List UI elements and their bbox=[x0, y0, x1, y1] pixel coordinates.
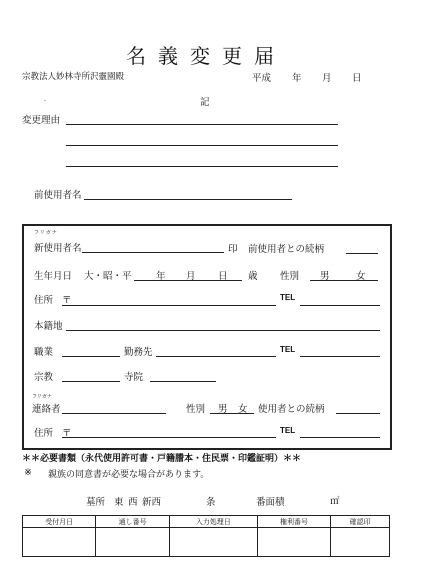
change-reason-label: 変更理由 bbox=[22, 115, 61, 126]
occupation-label: 職業 bbox=[34, 347, 54, 358]
date-day-label: 日 bbox=[352, 73, 362, 84]
guarantor-female-option[interactable]: 女 bbox=[238, 404, 248, 415]
birth-era-options[interactable]: 大・昭・平 bbox=[84, 271, 132, 282]
form-title: 名義変更届 bbox=[126, 44, 286, 68]
workplace-label: 勤務先 bbox=[124, 347, 153, 358]
guarantor-postal-mark: 〒 bbox=[62, 428, 72, 439]
gender-underline bbox=[310, 280, 378, 281]
guarantor-address-label: 住所 bbox=[34, 428, 54, 439]
occupation-field[interactable] bbox=[62, 356, 120, 357]
office-header-input-date: 入力処理日 bbox=[169, 516, 257, 528]
temple-field[interactable] bbox=[150, 381, 216, 382]
new-user-box bbox=[22, 224, 392, 450]
guarantor-tel-field[interactable] bbox=[300, 437, 380, 438]
grave-east: 東 bbox=[114, 497, 124, 508]
workplace-field[interactable] bbox=[156, 356, 276, 357]
religion-label: 宗教 bbox=[34, 372, 54, 383]
change-reason-line-3[interactable] bbox=[66, 166, 338, 167]
required-documents: ＊＊必要書類（永代使用許可書・戸籍謄本・住民票・印鑑証明）＊＊ bbox=[22, 454, 302, 464]
birth-month-label: 月 bbox=[186, 271, 196, 282]
office-table bbox=[22, 515, 390, 557]
grave-unit: ㎡ bbox=[330, 496, 340, 507]
change-reason-line-1[interactable] bbox=[66, 124, 338, 125]
prev-user-field[interactable] bbox=[84, 199, 292, 200]
address-field[interactable] bbox=[62, 305, 276, 306]
record-mark: 記 bbox=[200, 97, 210, 108]
relation-field[interactable] bbox=[346, 253, 378, 254]
birth-day-label: 日 bbox=[218, 271, 228, 282]
guarantor-name-field[interactable] bbox=[62, 413, 166, 414]
guarantor-relation-label: 使用者との続柄 bbox=[258, 404, 325, 415]
guarantor-label: 連絡者 bbox=[32, 404, 61, 415]
office-header-reception-date: 受付月日 bbox=[23, 516, 96, 528]
birth-date-field[interactable] bbox=[134, 280, 242, 281]
office-cell-serial-number[interactable] bbox=[96, 528, 169, 557]
note-mark: ※ bbox=[24, 467, 32, 478]
tel-field[interactable] bbox=[300, 305, 380, 306]
prev-user-label: 前使用者名 bbox=[34, 190, 82, 201]
date-era: 平成 bbox=[252, 73, 272, 84]
guarantor-gender-label: 性別 bbox=[186, 404, 206, 415]
grave-area: 番面積 bbox=[256, 497, 285, 508]
temple-label: 寺院 bbox=[124, 372, 144, 383]
guarantor-tel-label: TEL bbox=[280, 426, 296, 435]
religion-field[interactable] bbox=[62, 381, 120, 382]
gender-label: 性別 bbox=[280, 271, 300, 282]
honseki-label: 本籍地 bbox=[34, 321, 63, 332]
birth-year-label: 年 bbox=[156, 271, 166, 282]
tel-label: TEL bbox=[280, 293, 296, 302]
grave-row: 条 bbox=[206, 497, 216, 508]
guarantor-male-option[interactable]: 男 bbox=[218, 404, 228, 415]
office-cell-reception-date[interactable] bbox=[23, 528, 96, 557]
new-user-label: 新使用者名 bbox=[34, 243, 82, 254]
guarantor-gender-underline bbox=[210, 413, 254, 414]
date-month-label: 月 bbox=[322, 73, 332, 84]
date-year-label: 年 bbox=[292, 73, 302, 84]
grave-west: 西 bbox=[128, 497, 138, 508]
change-reason-line-2[interactable] bbox=[66, 145, 338, 146]
gender-female-option[interactable]: 女 bbox=[356, 271, 366, 282]
new-user-name-field[interactable] bbox=[82, 252, 224, 253]
new-user-furigana: フリガナ bbox=[34, 230, 58, 236]
dot-mark: . bbox=[44, 96, 46, 103]
birth-label: 生年月日 bbox=[34, 271, 73, 282]
postal-mark: 〒 bbox=[62, 295, 72, 306]
work-tel-field[interactable] bbox=[300, 356, 380, 357]
relation-label: 前使用者との続柄 bbox=[248, 244, 325, 255]
age-label: 歳 bbox=[248, 271, 258, 282]
office-cell-right-number[interactable] bbox=[257, 528, 330, 557]
office-header-right-number: 権利番号 bbox=[257, 516, 330, 528]
address-label: 住所 bbox=[34, 295, 54, 306]
temple-name: 宗教法人妙林寺所沢靈園殿 bbox=[22, 72, 125, 82]
guarantor-relation-field[interactable] bbox=[336, 413, 380, 414]
guarantor-furigana: フリガナ bbox=[32, 394, 52, 400]
grave-label: 墓所 bbox=[86, 497, 106, 508]
office-header-serial-number: 通し番号 bbox=[96, 516, 169, 528]
work-tel-label: TEL bbox=[280, 345, 296, 354]
grave-new-west: 新西 bbox=[142, 497, 162, 508]
office-cell-confirm-seal[interactable] bbox=[331, 528, 390, 557]
note-text: 親族の同意書が必要な場合があります。 bbox=[48, 470, 210, 480]
office-cell-input-date[interactable] bbox=[169, 528, 257, 557]
office-header-confirm-seal: 確認印 bbox=[331, 516, 390, 528]
seal-mark: 印 bbox=[228, 244, 238, 255]
gender-male-option[interactable]: 男 bbox=[320, 271, 330, 282]
guarantor-address-field[interactable] bbox=[62, 437, 276, 438]
honseki-field[interactable] bbox=[66, 330, 380, 331]
